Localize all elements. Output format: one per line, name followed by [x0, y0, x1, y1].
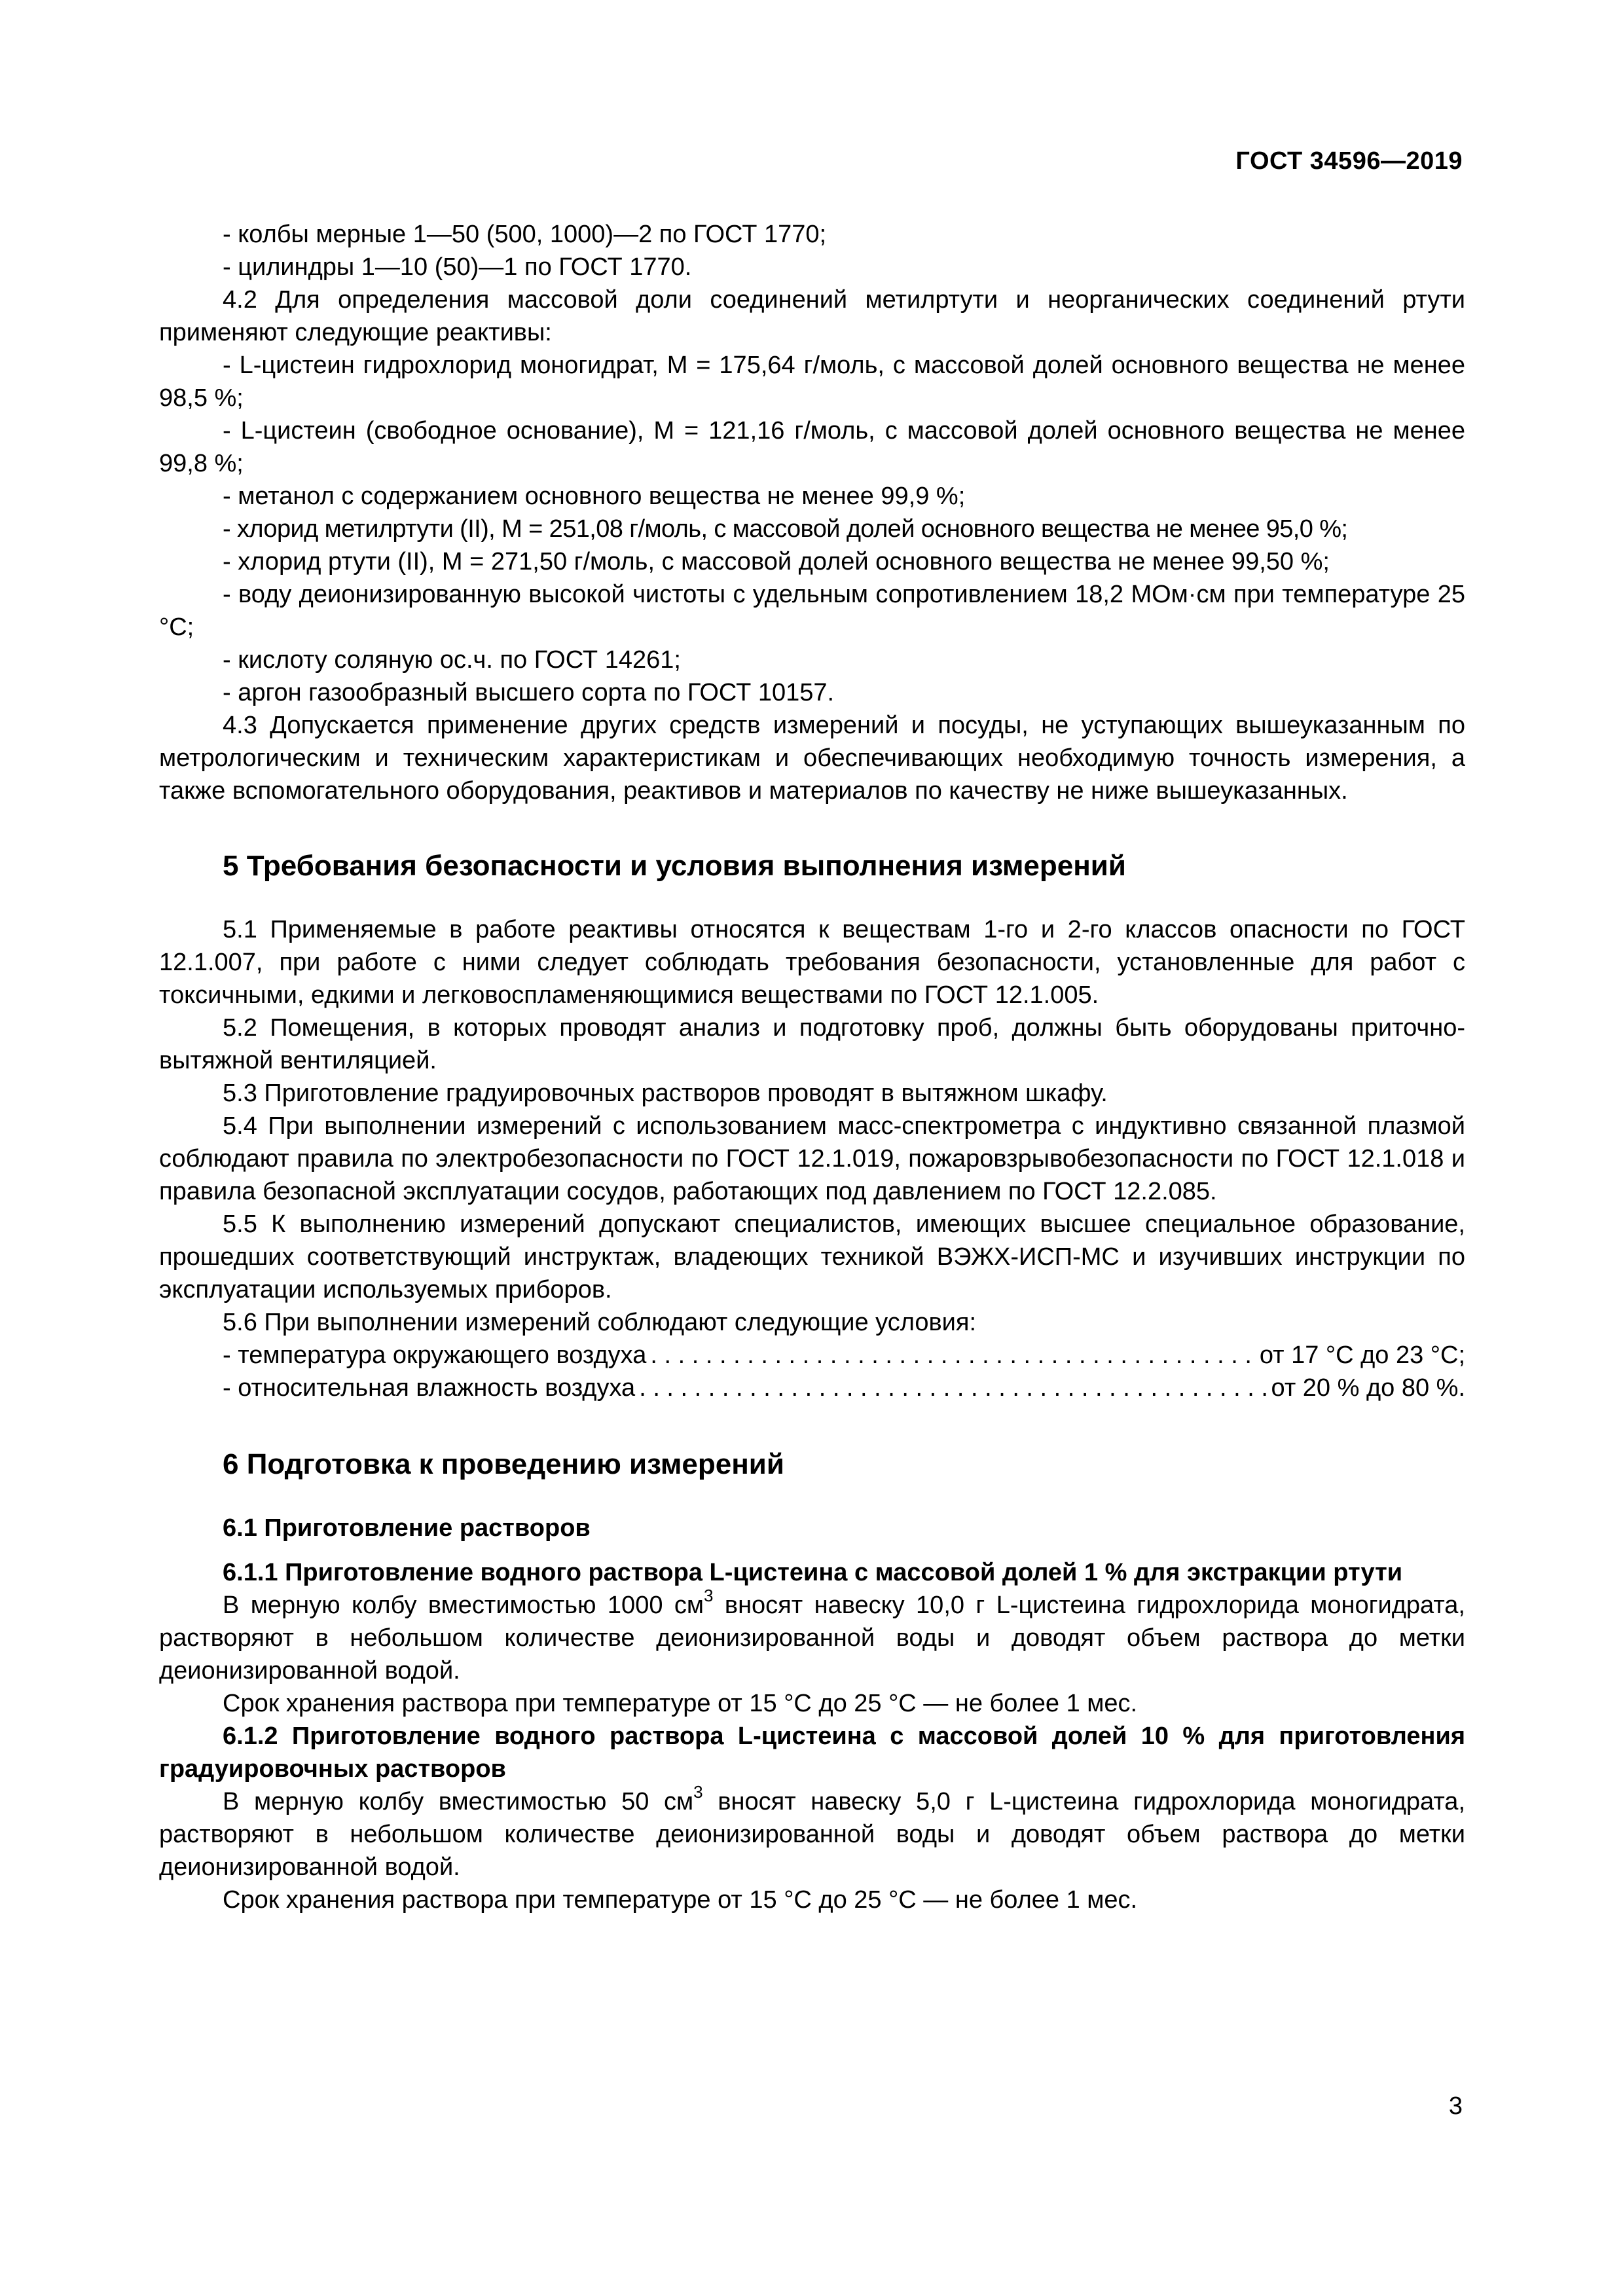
list-item: - цилиндры 1—10 (50)—1 по ГОСТ 1770. [223, 253, 692, 281]
leader-dots [650, 1339, 1255, 1372]
subsection-6-1-2-heading: 6.1.2 Приготовление водного раствора L-цистеина с массовой долей 10 % для приготовления градуировочных растворов [159, 1722, 1465, 1783]
list-item: - L-цистеин гидрохлорид моногидрат, M = 175,64 г/моль, с массовой долей основного вещества не менее 98,5 %; [159, 352, 1465, 412]
text-fragment: вносят навеску 10,0 г L-цистеина гидрохлорида моногидрата, растворяют в небольшом количестве деионизированной воды и доводят объем раствора до метки деионизированной водой. [159, 1592, 1465, 1685]
list-item: - воду деионизированную высокой чистоты с удельным сопротивлением 18,2 МОм·см при температуре 25 °С; [159, 581, 1465, 641]
page-number: 3 [1448, 2092, 1463, 2120]
condition-temperature [159, 1339, 1465, 1372]
paragraph-5-4: 5.4 При выполнении измерений с использованием масс-спектрометра с индуктивно связанной плазмой соблюдают правила по электробезопасности по ГОСТ 12.1.019, пожаровзрывобезопасности по ГОСТ 12.1.018 и правила безопасной эксплуатации сосудов, работающих под давлением по ГОСТ 12.2.085. [159, 1112, 1465, 1205]
list-item: - кислоту соляную ос.ч. по ГОСТ 14261; [223, 646, 681, 674]
document-body [159, 218, 1465, 1916]
paragraph-6-1-2-a [159, 1782, 1466, 1884]
condition-value: от 17 °С до 23 °С; [1259, 1341, 1465, 1369]
subsection-6-1-heading: 6.1 Приготовление растворов [223, 1514, 591, 1542]
section-6-heading: 6 Подготовка к проведению измерений [223, 1448, 784, 1480]
paragraph-5-3: 5.3 Приготовление градуировочных растворов проводят в вытяжном шкафу. [223, 1080, 1108, 1107]
list-item: - аргон газообразный высшего сорта по ГОСТ 10157. [223, 679, 835, 706]
paragraph-6-1-1-b: Срок хранения раствора при температуре от 15 °С до 25 °С — не более 1 мес. [223, 1690, 1138, 1717]
condition-label: - относительная влажность воздуха [223, 1374, 636, 1402]
list-item: - хлорид метилртути (II), M = 251,08 г/моль, с массовой долей основного вещества не менее 95,0 %; [223, 515, 1348, 543]
condition-humidity [159, 1372, 1465, 1404]
list-item: - колбы мерные 1—50 (500, 1000)—2 по ГОСТ 1770; [223, 221, 827, 248]
superscript: 3 [704, 1586, 714, 1606]
paragraph-6-1-2-b: Срок хранения раствора при температуре от 15 °С до 25 °С — не более 1 мес. [223, 1886, 1138, 1914]
section-5-heading: 5 Требования безопасности и условия выполнения измерений [223, 850, 1126, 882]
paragraph-5-1: 5.1 Применяемые в работе реактивы относятся к веществам 1-го и 2-го классов опасности по ГОСТ 12.1.007, при работе с ними следует соблюдать требования безопасности, установленные для работ с токсичными, едкими и легковоспламеняющимися веществами по ГОСТ 12.1.005. [159, 916, 1465, 1009]
paragraph-5-2: 5.2 Помещения, в которых проводят анализ и подготовку проб, должны быть оборудованы приточно-вытяжной вентиляцией. [159, 1014, 1465, 1074]
condition-label: - температура окружающего воздуха [223, 1341, 647, 1369]
text-fragment: В мерную колбу вместимостью 50 см [223, 1788, 694, 1815]
paragraph-5-6: 5.6 При выполнении измерений соблюдают следующие условия: [223, 1309, 977, 1336]
list-item: - L-цистеин (свободное основание), M = 121,16 г/моль, с массовой долей основного вещества не менее 99,8 %; [159, 417, 1465, 477]
superscript: 3 [693, 1782, 703, 1802]
standard-header: ГОСТ 34596—2019 [1235, 147, 1463, 175]
paragraph-6-1-1-a [159, 1586, 1465, 1687]
paragraph-5-5: 5.5 К выполнению измерений допускают специалистов, имеющих высшее специальное образование, прошедших соответствующий инструктаж, владеющих техникой ВЭЖХ-ИСП-МС и изучивших инструкции по эксплуатации используемых приборов. [159, 1211, 1465, 1303]
text-fragment: вносят навеску 5,0 г L-цистеина гидрохлорида моногидрата, растворяют в небольшом количестве деионизированной воды и доводят объем раствора до метки деионизированной водой. [159, 1788, 1466, 1881]
paragraph-4-2: 4.2 Для определения массовой доли соединений метилртути и неорганических соединений ртути применяют следующие реактивы: [159, 286, 1465, 346]
text-fragment: В мерную колбу вместимостью 1000 см [223, 1592, 704, 1619]
subsection-6-1-1-heading: 6.1.1 Приготовление водного раствора L-цистеина с массовой долей 1 % для экстракции ртути [223, 1559, 1403, 1586]
list-item: - метанол с содержанием основного вещества не менее 99,9 %; [223, 483, 966, 510]
paragraph-4-3: 4.3 Допускается применение других средств измерений и посуды, не уступающих вышеуказанным по метрологическим и техническим характеристикам и обеспечивающих необходимую точность измерения, а также вспомогательного оборудования, реактивов и материалов по качеству не ниже вышеуказанных. [159, 712, 1465, 805]
condition-value: от 20 % до 80 %. [1271, 1374, 1465, 1402]
leader-dots [639, 1372, 1267, 1404]
list-item: - хлорид ртути (II), M = 271,50 г/моль, с массовой долей основного вещества не менее 99,50 %; [223, 548, 1330, 575]
